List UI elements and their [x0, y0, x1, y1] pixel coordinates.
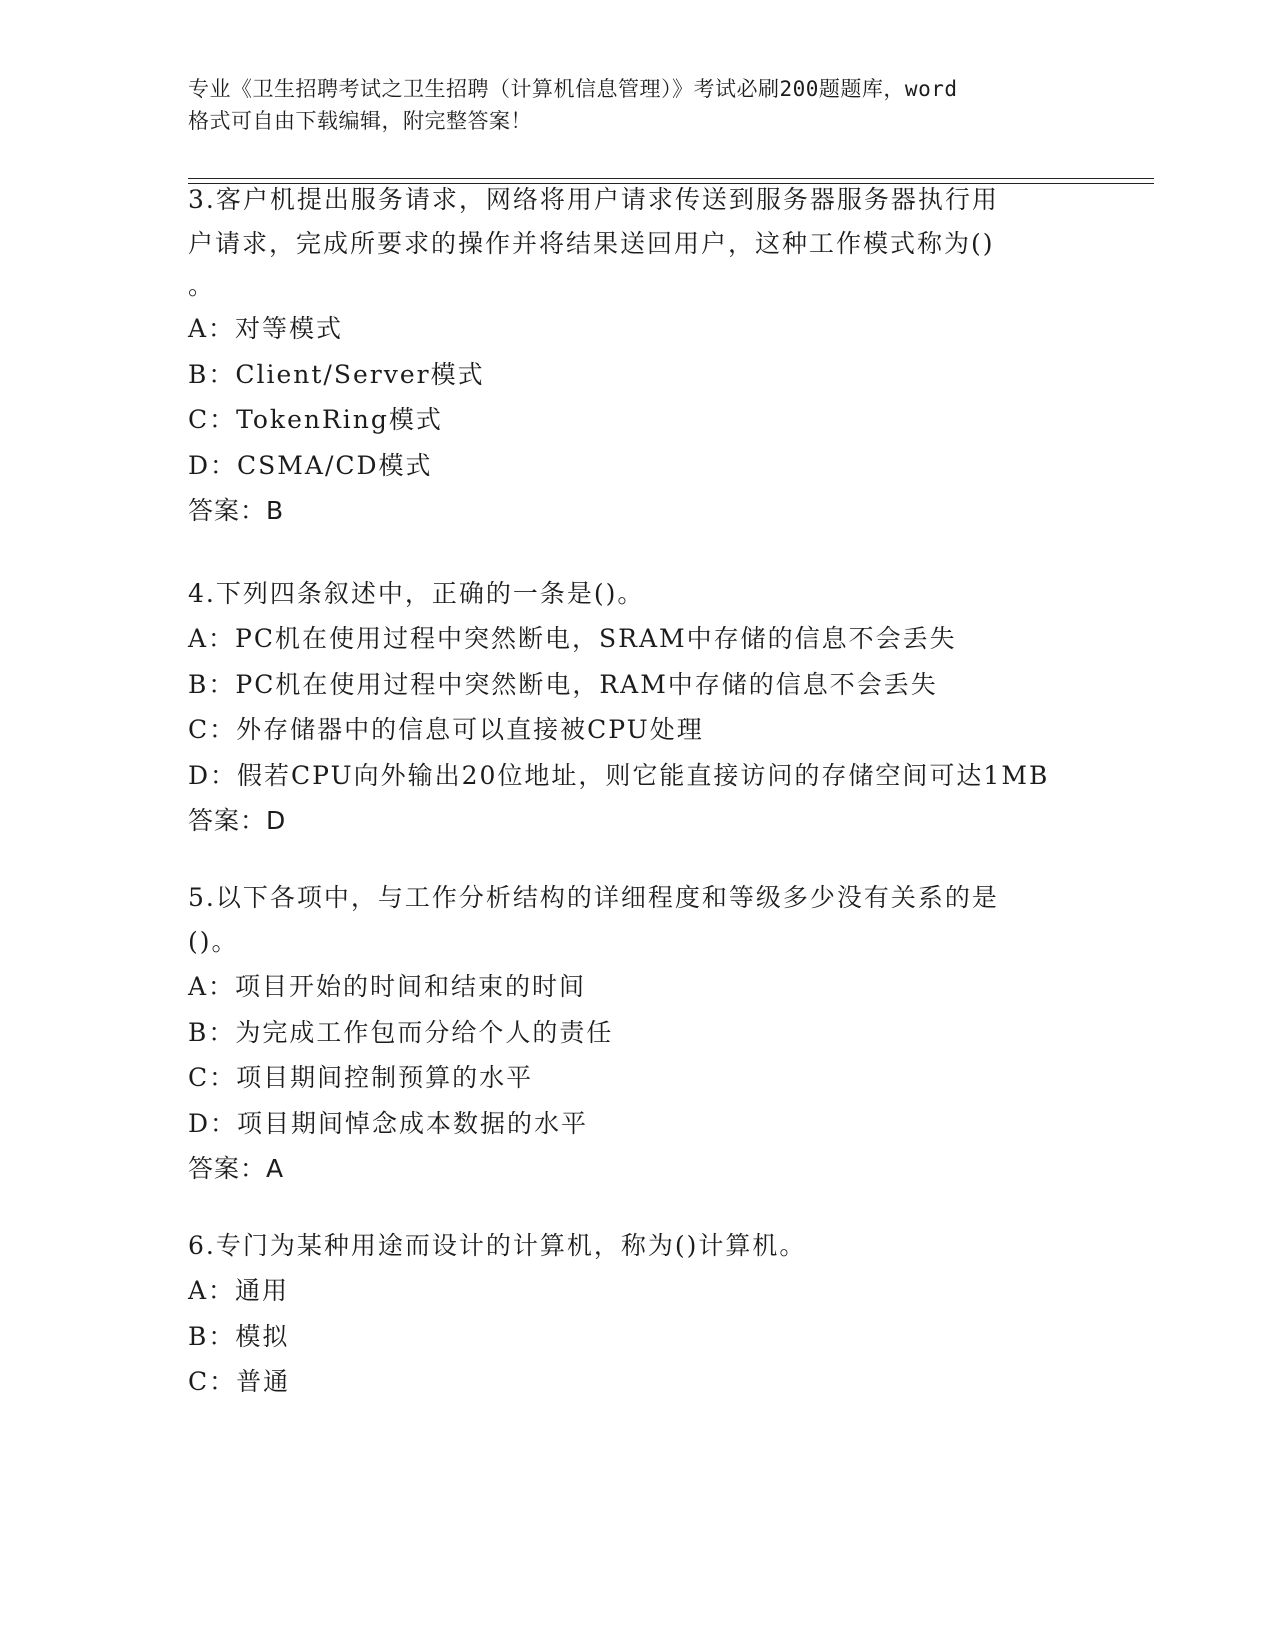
option-b: B：模拟 [188, 1321, 290, 1351]
option-d: D：CSMA/CD模式 [188, 450, 433, 480]
option-c: C：TokenRing模式 [188, 405, 443, 434]
question-stem-line: 户请求，完成所要求的操作并将结果送回用户，这种工作模式称为() [188, 229, 995, 258]
option-c: C：普通 [188, 1367, 291, 1396]
answer-text: 答案：B [188, 496, 285, 525]
option-b: B：Client/Server模式 [188, 359, 485, 389]
answer-text: 答案：D [188, 806, 287, 835]
option-a: A：通用 [188, 1276, 290, 1305]
option-a: A：项目开始的时间和结束的时间 [188, 972, 587, 1001]
option-a: A：对等模式 [188, 314, 344, 343]
header-line-1: 专业《卫生招聘考试之卫生招聘（计算机信息管理）》考试必刷200题题库，word [188, 77, 958, 101]
option-a: A：PC机在使用过程中突然断电，SRAM中存储的信息不会丢失 [188, 624, 957, 653]
question-4 [188, 572, 1088, 844]
option-d: D：项目期间悼念成本数据的水平 [188, 1108, 589, 1138]
question-5 [188, 876, 1088, 1192]
option-c: C：项目期间控制预算的水平 [188, 1063, 534, 1092]
question-stem-line: 3.客户机提出服务请求，网络将用户请求传送到服务器服务器执行用 [188, 185, 999, 214]
option-d: D：假若CPU向外输出20位地址，则它能直接访问的存储空间可达1MB [188, 760, 1050, 790]
question-stem-line: 4.下列四条叙述中，正确的一条是()。 [188, 579, 645, 608]
option-b: B：为完成工作包而分给个人的责任 [188, 1017, 614, 1047]
question-stem-line: ()。 [188, 927, 239, 956]
question-3 [188, 178, 1088, 534]
document-header [188, 73, 1088, 137]
option-c: C：外存储器中的信息可以直接被CPU处理 [188, 715, 704, 744]
answer-text: 答案：A [188, 1154, 285, 1183]
option-b: B：PC机在使用过程中突然断电，RAM中存储的信息不会丢失 [188, 669, 938, 699]
question-stem-line: 5.以下各项中，与工作分析结构的详细程度和等级多少没有关系的是 [188, 883, 999, 912]
question-stem-line: 。 [188, 271, 216, 300]
question-6 [188, 1224, 1088, 1405]
header-line-2: 格式可自由下载编辑，附完整答案！ [188, 109, 532, 133]
question-stem-line: 6.专门为某种用途而设计的计算机，称为()计算机。 [188, 1231, 807, 1260]
